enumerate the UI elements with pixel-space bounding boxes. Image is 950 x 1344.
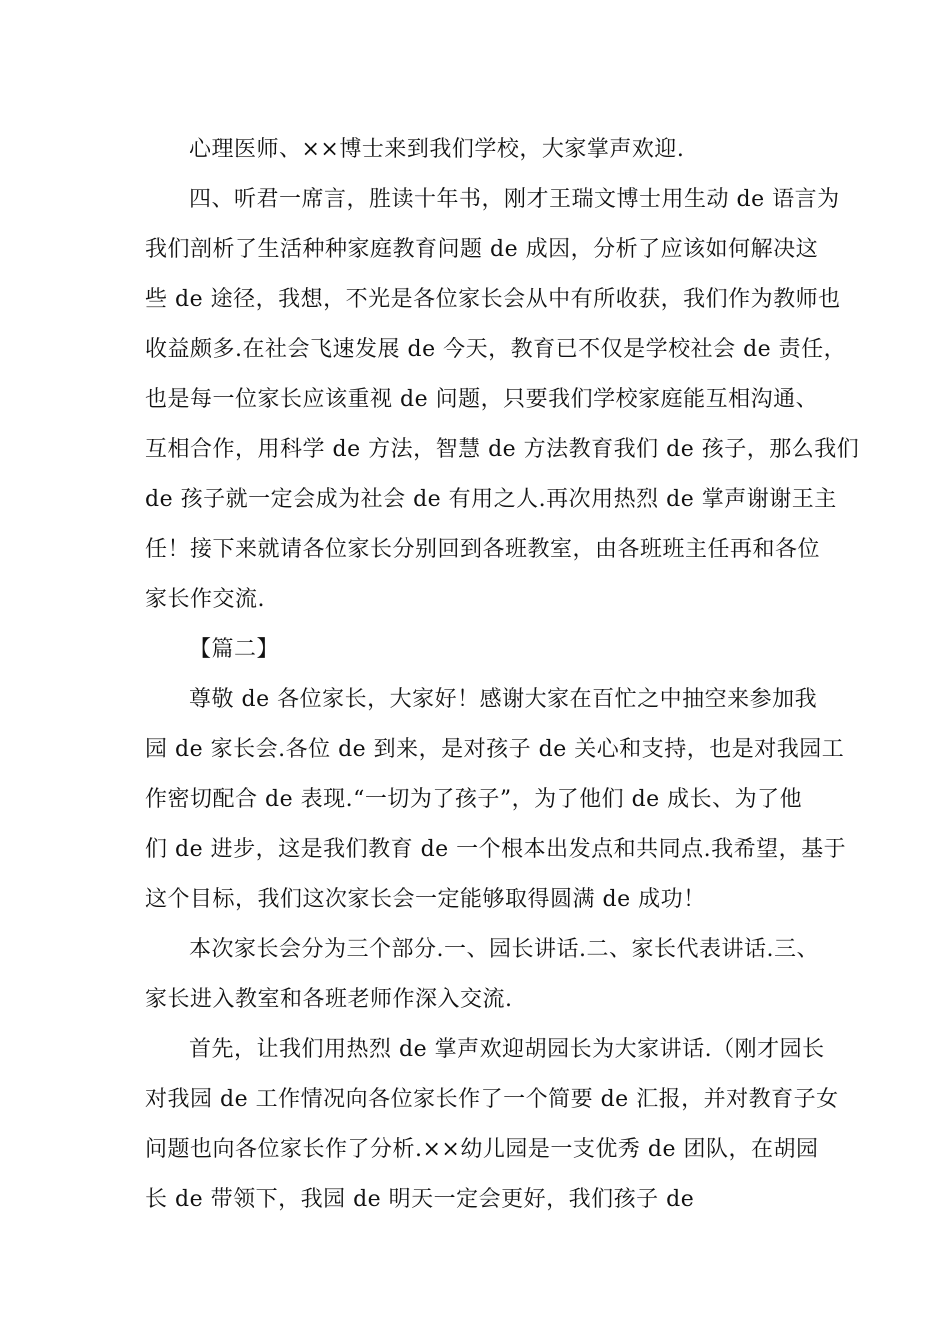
text-line: 本次家长会分为三个部分.一、园长讲话.二、家长代表讲话.三、	[189, 937, 819, 962]
text-line: 我们剖析了生活种种家庭教育问题 de 成因，分析了应该如何解决这	[145, 237, 819, 262]
text-line: 互相合作，用科学 de 方法，智慧 de 方法教育我们 de 孩子，那么我们	[145, 437, 860, 462]
text-line: 问题也向各位家长作了分析.××幼儿园是一支优秀 de 团队，在胡园	[145, 1137, 819, 1162]
text-line: 些 de 途径，我想，不光是各位家长会从中有所收获，我们作为教师也	[145, 287, 841, 312]
text-line: 也是每一位家长应该重视 de 问题，只要我们学校家庭能互相沟通、	[145, 387, 819, 412]
text-line: 任！接下来就请各位家长分别回到各班教室，由各班班主任再和各位	[145, 537, 821, 562]
text-line: 对我园 de 工作情况向各位家长作了一个简要 de 汇报，并对教育子女	[145, 1087, 839, 1112]
document-body	[145, 125, 860, 1225]
text-line: de 孩子就一定会成为社会 de 有用之人.再次用热烈 de 掌声谢谢王主	[145, 487, 837, 512]
text-line: 心理医师、××博士来到我们学校，大家掌声欢迎.	[189, 137, 685, 162]
text-line: 长 de 带领下，我园 de 明天一定会更好，我们孩子 de	[145, 1187, 695, 1212]
text-line: 园 de 家长会.各位 de 到来，是对孩子 de 关心和支持，也是对我园工	[145, 737, 845, 762]
text-line: 们 de 进步，这是我们教育 de 一个根本出发点和共同点.我希望，基于	[145, 837, 847, 862]
text-line: 家长进入教室和各班老师作深入交流.	[145, 987, 513, 1012]
text-line: 首先，让我们用热烈 de 掌声欢迎胡园长为大家讲话.（刚才园长	[189, 1037, 825, 1062]
text-line: 四、听君一席言，胜读十年书，刚才王瑞文博士用生动 de 语言为	[189, 187, 840, 212]
text-line: 这个目标，我们这次家长会一定能够取得圆满 de 成功！	[145, 887, 706, 912]
text-line: 作密切配合 de 表现.“一切为了孩子”，为了他们 de 成长、为了他	[145, 787, 803, 812]
text-line: 家长作交流.	[145, 587, 265, 612]
text-line: 收益颇多.在社会飞速发展 de 今天，教育已不仅是学校社会 de 责任，	[145, 337, 847, 362]
text-line: 尊敬 de 各位家长，大家好！感谢大家在百忙之中抽空来参加我	[189, 687, 818, 712]
section-heading: 【篇二】	[189, 637, 280, 662]
